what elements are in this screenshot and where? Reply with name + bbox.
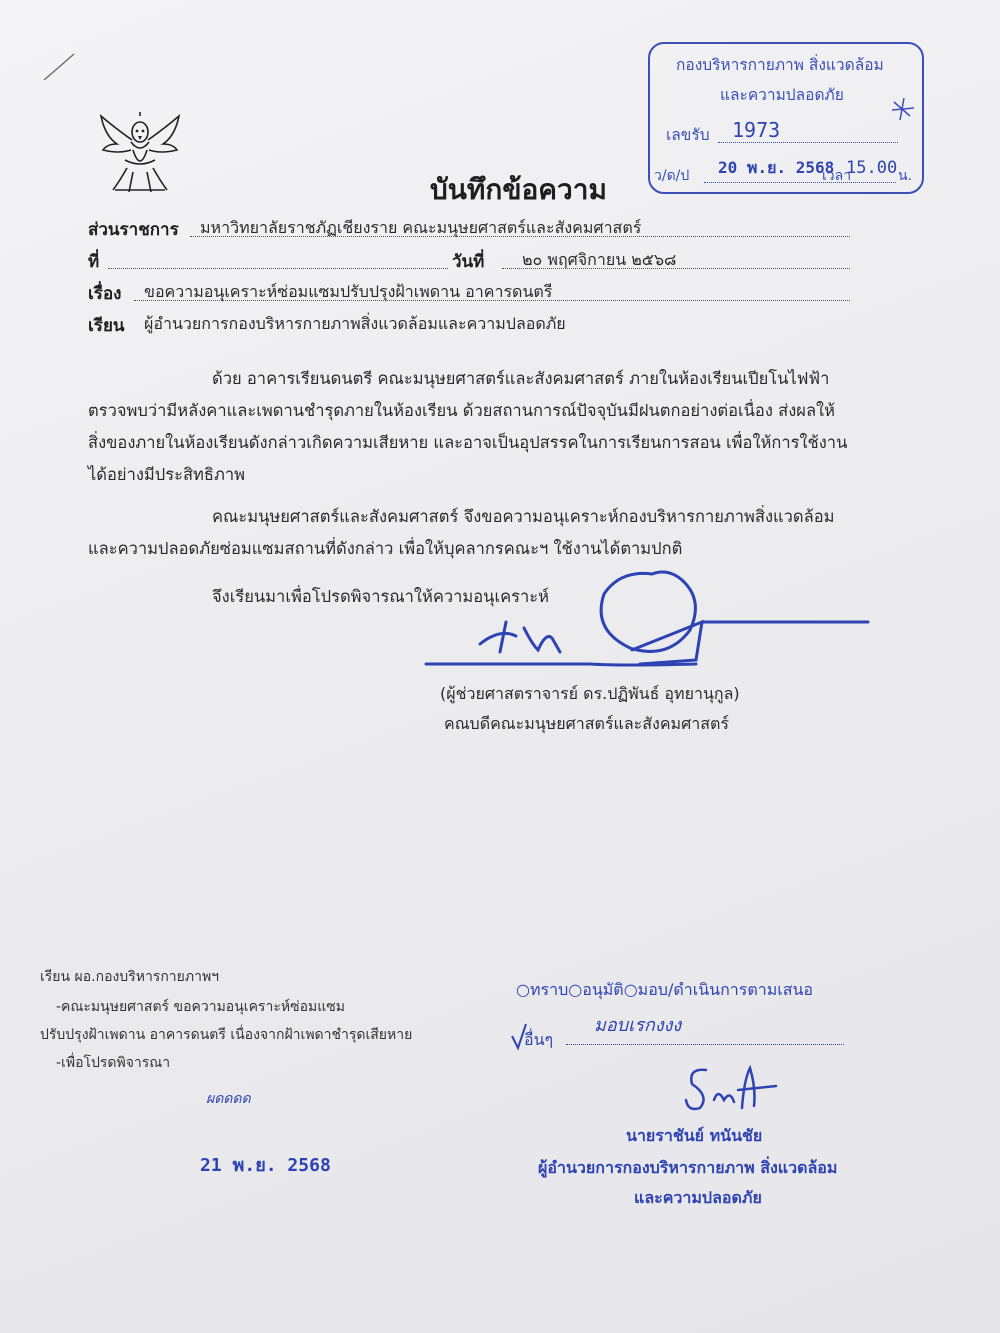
note-line-1: เรียน ผอ.กองบริหารกายภาพฯ xyxy=(40,969,220,985)
subject-label: เรื่อง xyxy=(88,284,122,304)
stamp-time-value: 15.00 xyxy=(846,158,898,178)
dean-signature xyxy=(420,560,880,675)
corner-pen-mark xyxy=(40,50,80,85)
stamp-date-line xyxy=(704,182,896,183)
stamp-time-suffix: น. xyxy=(898,168,913,184)
closing-line: จึงเรียนมาเพื่อโปรดพิจารณาให้ความอนุเคราะห์ xyxy=(212,587,550,606)
subject-dotline xyxy=(134,300,850,301)
paragraph-1-line-1: ด้วย อาคารเรียนดนตรี คณะมนุษยศาสตร์และสังคมศาสตร์ ภายในห้องเรียนเปียโนไฟฟ้า xyxy=(212,369,830,388)
date-label: วันที่ xyxy=(452,252,485,272)
decision-other-value: มอบเรกงงง xyxy=(594,1015,682,1036)
director-signature xyxy=(680,1060,790,1120)
garuda-emblem xyxy=(95,110,185,195)
receipt-stamp xyxy=(648,42,924,194)
stamp-receipt-number: 1973 xyxy=(732,118,781,142)
document-title: บันทึกข้อความ xyxy=(430,173,607,206)
stamp-date-value: 20 พ.ย. 2568 xyxy=(718,158,835,177)
decision-other-label: อื่นๆ xyxy=(524,1030,554,1049)
stamp-receipt-line xyxy=(718,142,898,143)
date-value: ๒๐ พฤศจิกายน ๒๕๖๘ xyxy=(522,250,677,269)
agency-label: ส่วนราชการ xyxy=(88,220,179,240)
note-date-stamp: 21 พ.ย. 2568 xyxy=(200,1155,331,1176)
to-label: เรียน xyxy=(88,316,125,336)
stamp-date-label: ว/ด/ป xyxy=(654,168,690,184)
stamp-receipt-label: เลขรับ xyxy=(666,126,710,144)
paragraph-2-line-1: คณะมนุษยศาสตร์และสังคมศาสตร์ จึงขอความอนุเคราะห์กองบริหารกายภาพสิ่งแวดล้อม xyxy=(212,507,835,526)
paragraph-1-line-4: ได้อย่างมีประสิทธิภาพ xyxy=(88,465,246,484)
stamp-time-label: เวลา xyxy=(822,168,852,184)
paragraph-1-line-2: ตรวจพบว่ามีหลังคาและเพดานชำรุดภายในห้องเรียน ด้วยสถานการณ์ปัจจุบันมีฝนตกอย่างต่อเนื่อง ส่งผลให้ xyxy=(88,401,835,420)
subject-value: ขอความอนุเคราะห์ซ่อมแซมปรับปรุงฝ้าเพดาน อาคารดนตรี xyxy=(144,282,553,301)
stamp-star-mark xyxy=(890,94,916,124)
date-dotline xyxy=(502,268,850,269)
paragraph-1-line-3: สิ่งของภายในห้องเรียนดังกล่าวเกิดความเสียหาย และอาจเป็นอุปสรรคในการเรียนการสอน เพื่อให้การใช้งาน xyxy=(88,433,848,452)
ref-label: ที่ xyxy=(88,252,100,272)
ref-dotline xyxy=(108,268,448,269)
stamp-line-1: กองบริหารกายภาพ สิ่งแวดล้อม xyxy=(676,56,884,74)
paragraph-2-line-2: และความปลอดภัยซ่อมแซมสถานที่ดังกล่าว เพื่อให้บุคลากรคณะฯ ใช้งานได้ตามปกติ xyxy=(88,539,683,558)
note-line-3: ปรับปรุงฝ้าเพดาน อาคารดนตรี เนื่องจากฝ้าเพดาชำรุดเสียหาย xyxy=(40,1027,413,1043)
note-line-4: -เพื่อโปรดพิจารณา xyxy=(56,1055,171,1071)
decision-options: ○ทราบ○อนุมัติ○มอบ/ดำเนินการตามเสนอ xyxy=(516,980,814,999)
dean-name: (ผู้ช่วยศาสตราจารย์ ดร.ปฏิพันธ์ อุทยานุกูล) xyxy=(440,684,740,703)
agency-value: มหาวิทยาลัยราชภัฏเชียงราย คณะมนุษยศาสตร์และสังคมศาสตร์ xyxy=(200,218,642,237)
dean-position: คณบดีคณะมนุษยศาสตร์และสังคมศาสตร์ xyxy=(444,714,729,733)
director-position-line-1: ผู้อำนวยการกองบริหารกายภาพ สิ่งแวดล้อม xyxy=(538,1158,838,1177)
agency-dotline xyxy=(190,236,850,237)
note-line-2: -คณะมนุษยศาสตร์ ขอความอนุเคราะห์ซ่อมแซม xyxy=(56,999,345,1015)
note-initials: ผดดดด xyxy=(206,1091,251,1107)
stamp-line-2: และความปลอดภัย xyxy=(720,86,844,104)
director-position-line-2: และความปลอดภัย xyxy=(634,1188,762,1207)
director-name: นายราชันย์ ทนันชัย xyxy=(626,1126,763,1145)
to-value: ผู้อำนวยการกองบริหารกายภาพสิ่งแวดล้อมและความปลอดภัย xyxy=(144,314,566,333)
decision-other-dotline xyxy=(566,1044,844,1045)
